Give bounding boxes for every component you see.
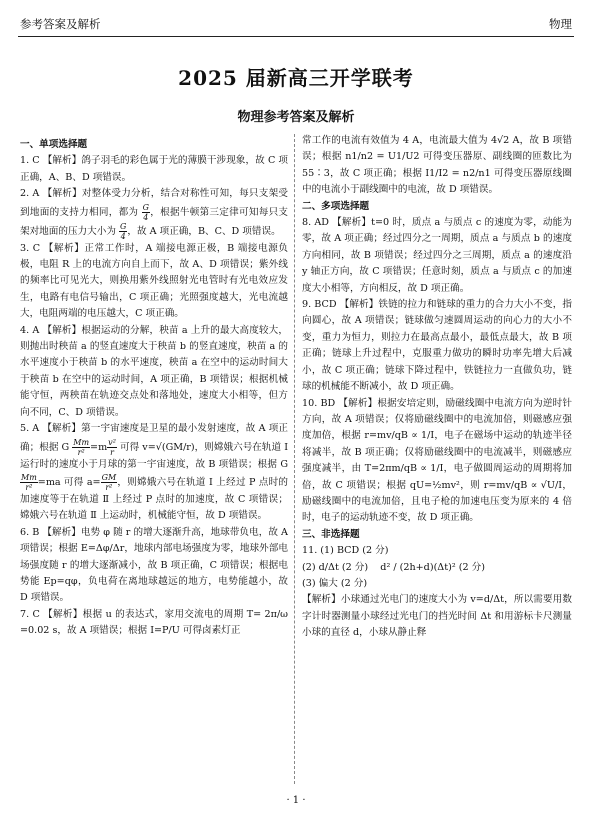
answer-q11-explanation: 【解析】小球通过光电门的速度大小为 v=d/Δt，所以需要用数字计时器测量小球经过光电门的挡光时间 Δt 和用游标卡尺测量小球的直径 d，小球从静止释 <box>302 594 572 639</box>
page-subtitle: 物理参考答案及解析 <box>237 110 355 125</box>
answer-q2: 2. A 【解析】对整体受力分析，结合对称性可知，每只支架受到地面的支持力相同，都为 $\frac{G}{4}$ ，根据牛顿第三定律可知每只支架对地面的压力大小为 $\frac{G}{4}$ ，故 A 项正确，B、C、D 项错误。 <box>20 188 289 241</box>
answer-q11-part1: 11. (1) BCD (2 分) <box>302 545 389 557</box>
section-heading-non-choice: 三、非选择题 <box>302 528 360 540</box>
answer-q10: 10. BD 【解析】根据安培定则，励磁线圈中电流方向为逆时针方向，故 A 项错误；仅将励磁线圈中的电流加倍，则磁感应强度加倍，根据 r=mv/qB ∝ 1/I，电子在磁场中运动的轨迹半径将减半，故 B 项正确；仅将励磁线圈中的电流减半，则磁感应强度减半，由 T=2πm/qB ∝ 1/I，电子做圆周运动的周期将加倍，故 C 项错误；根据 qU=½mv²，则 r=mv/qB ∝ √U/I，励磁线圈中的电流加倍，且电子枪的加速电压变为原来的 4 倍时，电子的运动轨迹不变，故 D 项正确。 <box>302 397 572 524</box>
header-rule <box>18 36 574 37</box>
fraction-mm-over-r2: $\frac{Mm}{\text{r²}}$ <box>73 437 90 457</box>
page-number: · 1 · <box>286 795 306 806</box>
fraction-g-over-4: $\frac{G}{4}$ <box>142 202 150 222</box>
answer-q3: 3. C 【解析】正常工作时，A 端接电源正极，B 端接电源负极，电阻 R 上的电流方向自上而下，故 A、D 项错误；紫外线的频率比可见光大，则换用紫外线照射光电管时有光电效应发生，电路有电信号输出，C 项正确；光照强度越大，光电流越大，电阻两端的电压越大，C 项正确。 <box>20 242 288 320</box>
right-column <box>302 133 572 642</box>
answer-q6: 6. B 【解析】电势 φ 随 r 的增大逐渐升高，地球带负电，故 A 项错误；根据 E=Δφ/Δr，地球内部电场强度为零，地球外部电场强度随 r 的增大逐渐减小，故 B 项正确，C 项错误；根据电势能 Ep=qφ，负电荷在离地球越远的地方，电势能越小，故 D 项错误。 <box>20 526 288 604</box>
answer-q7-continued: 常工作的电流有效值为 4 A，电流最大值为 4√2 A，故 B 项错误；根据 n1/n2 = U1/U2 可得变压器原、副线圈的匝数比为 55∶3，故 C 项正确；根据 I1/I2 = n2/n1 可得变压器原线圈中的电流小于副线圈中的电流，故 D 项错误。 <box>302 135 572 196</box>
answer-q9: 9. BCD 【解析】铁链的拉力和链球的重力的合力大小不变，指向圆心，故 A 项错误；链球做匀速圆周运动的向心力的大小不变，重力为恒力，则拉力在最高点最小，最低点最大，故 B 项正确；链球上升过程中，克服重力做功的瞬时功率先增大后减小，故 C 项正确；链球下降过程中，铁链拉力一直做负功，链球的机械能不断减小，故 D 项正确。 <box>302 299 572 393</box>
column-divider <box>294 134 295 784</box>
answer-q1: 1. C 【解析】鸽子羽毛的彩色属于光的薄膜干涉现象，故 C 项正确，A、B、D 项错误。 <box>20 155 288 183</box>
section-heading-multiple-choice: 二、多项选择题 <box>302 200 370 212</box>
answer-q4: 4. A 【解析】根据运动的分解，秧苗 a 上升的最大高度较大，则抛出时秧苗 a 的竖直速度大于秧苗 b 的竖直速度，秧苗 a 的水平速度小于秧苗 b 的水平速度，秧苗 a 在空中的运动时间大于秧苗 b 在空中的运动时间，A 项正确，B 项错误；根据机械能守恒，两秧苗在轨迹交点处和落地处，速度大小相等，但方向不同，C、D 项错误。 <box>20 324 288 418</box>
fraction-g-over-4: $\frac{G}{4}$ <box>120 221 127 241</box>
answer-q7: 7. C 【解析】根据 u 的表达式，家用交流电的周期 T= 2π/ω =0.02 s，故 A 项错误；根据 I=P/U 可得卤素灯正 <box>20 608 288 637</box>
page-header <box>20 14 572 34</box>
answer-q5: 5. A 【解析】第一宇宙速度是卫星的最小发射速度，故 A 项正确；根据 G $\frac{Mm}{\text{r²}}$ =m $\frac{\text{v²}}{r}$ 可得 v=√(GM/r)，则嫦娥六号在轨道 Ⅰ 运行时的速度小于月球的第一宇宙速度，故 B 项错误；根据 G $\frac{Mm}{\text{r²}}$ =ma 可得 a= $\frac{GM}{\text{r²}}$ ，则嫦娥六号在轨道 Ⅰ 上经过 P 点时的加速度等于在轨道 Ⅱ 上经过 P 点时的加速度，故 C 项错误；嫦娥六号在轨道 Ⅱ 上运动时，机械能守恒，故 D 项错误。 <box>20 423 288 522</box>
page-title: 2025 届新高三开学联考 <box>178 66 414 90</box>
header-left: 参考答案及解析 <box>20 17 101 31</box>
answer-q11-part3: (3) 偏大 (2 分) <box>302 577 368 589</box>
section-heading-single-choice: 一、单项选择题 <box>20 139 88 150</box>
left-column <box>20 137 288 640</box>
answer-q11-part2: (2) d/Δt (2 分) d² / (2h+d)(Δt)² (2 分) <box>302 561 485 573</box>
answer-q8: 8. AD 【解析】t=0 时，质点 a 与质点 c 的速度为零，动能为零，故 A 项正确；经过四分之一周期，质点 a 与质点 b 的速度方向相同，故 B 项错误；经过四分之三周期，质点 a 的速度沿 y 轴正方向，故 C 项错误；任意时刻，质点 a 与质点 c 的加速度大小相等，方向相反，故 D 项正确。 <box>302 217 572 294</box>
header-right: 物理 <box>549 17 572 31</box>
